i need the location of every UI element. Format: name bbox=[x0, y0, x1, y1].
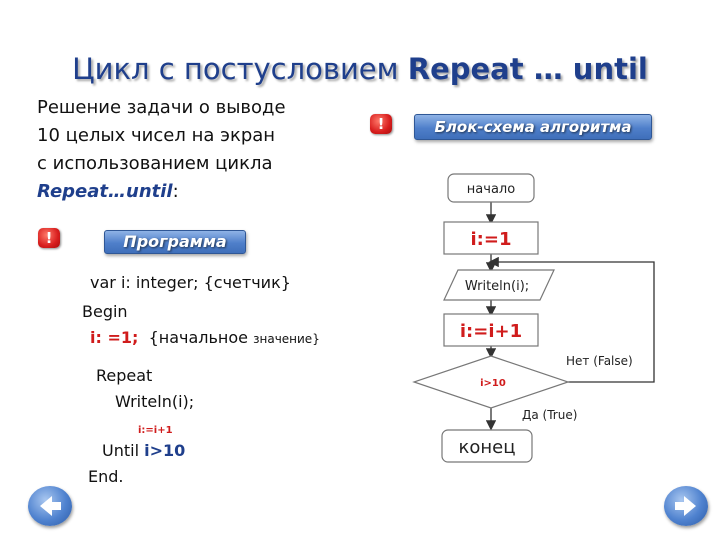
condition-label: i>10 bbox=[480, 378, 506, 389]
arrow-left-icon bbox=[28, 486, 72, 526]
flowchart-label: Блок-схема алгоритма bbox=[414, 114, 652, 140]
code-line-writeln: Writeln(i); bbox=[115, 392, 195, 411]
exclamation-icon: ! bbox=[38, 228, 60, 248]
end-label: конец bbox=[458, 437, 516, 458]
yes-branch-label: Да (True) bbox=[522, 408, 578, 422]
code-line-increment: i:=i+1 bbox=[138, 425, 173, 436]
task-line: Решение задачи о выводе bbox=[37, 97, 286, 118]
code-line-begin: Begin bbox=[82, 302, 128, 321]
no-branch-label: Нет (False) bbox=[566, 354, 633, 368]
exclamation-icon: ! bbox=[370, 114, 392, 134]
code-init-statement: i: =1; bbox=[90, 328, 139, 347]
increment-label: i:=i+1 bbox=[459, 321, 523, 342]
task-keyword: Repeat…until bbox=[37, 181, 173, 202]
code-until-keyword: Until bbox=[102, 441, 145, 460]
arrow-right-icon bbox=[664, 486, 708, 526]
title-keyword: Repeat … until bbox=[407, 52, 648, 86]
code-line-end: End. bbox=[88, 467, 124, 486]
code-init-comment-tail: значение} bbox=[253, 332, 320, 346]
task-line: 10 целых чисел на экран bbox=[37, 125, 276, 146]
code-line-repeat: Repeat bbox=[96, 366, 153, 385]
task-line: с использованием цикла bbox=[37, 153, 273, 174]
code-until-condition: i>10 bbox=[144, 441, 186, 460]
start-label: начало bbox=[466, 182, 516, 197]
program-label: Программа bbox=[104, 230, 246, 254]
title-main: Цикл с постусловием bbox=[72, 52, 408, 86]
task-colon: : bbox=[172, 181, 179, 202]
code-line-var: var i: integer; {счетчик} bbox=[90, 273, 291, 292]
next-slide-button[interactable] bbox=[664, 486, 708, 526]
init-label: i:=1 bbox=[470, 229, 512, 250]
prev-slide-button[interactable] bbox=[28, 486, 72, 526]
output-label: Writeln(i); bbox=[464, 279, 530, 294]
code-init-comment: {начальное bbox=[148, 328, 254, 347]
